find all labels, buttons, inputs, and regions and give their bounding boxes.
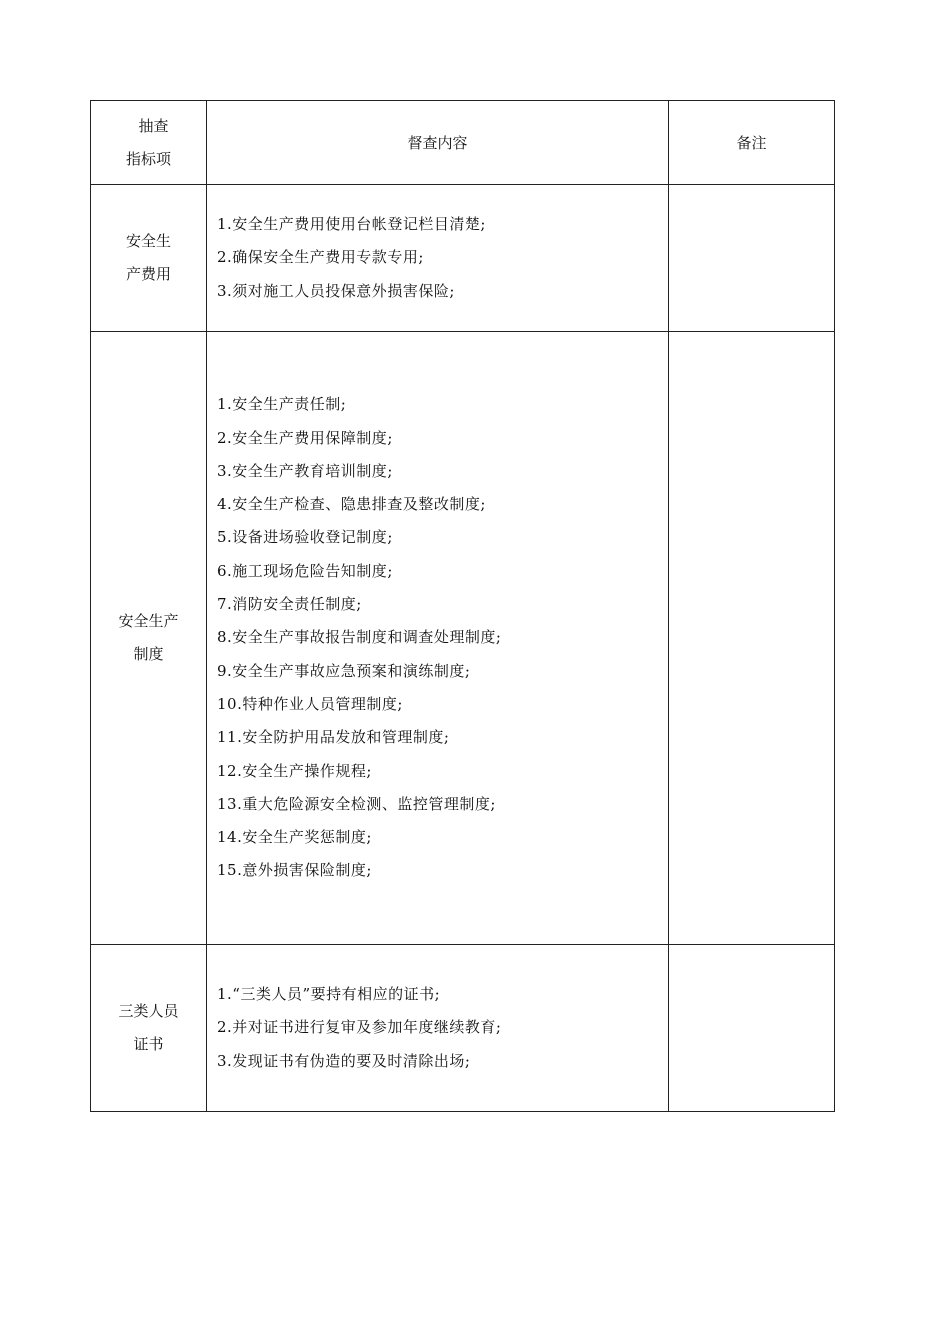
- list-item: 7.消防安全责任制度;: [217, 595, 362, 614]
- list-item: 5.设备进场验收登记制度;: [217, 528, 393, 547]
- item-cell: [91, 332, 207, 945]
- item-line1: 三类人员: [118, 1002, 179, 1020]
- list-item: 8.安全生产事故报告制度和调查处理制度;: [217, 628, 502, 647]
- list-item: 3.须对施工人员投保意外损害保险;: [217, 281, 455, 300]
- header-item-line2: 指标项: [125, 149, 171, 168]
- item-line2: 制度: [133, 645, 164, 663]
- content-cell: [207, 332, 669, 945]
- note-cell: [669, 185, 835, 332]
- content-list: [217, 978, 668, 1078]
- inspection-table: [90, 100, 835, 1112]
- item-line2: 产费用: [125, 265, 171, 283]
- header-row: [91, 101, 835, 185]
- item-line2: 证书: [133, 1035, 164, 1053]
- header-item-cell: [91, 101, 207, 185]
- item-line1: 安全生: [125, 232, 171, 250]
- note-cell: [669, 332, 835, 945]
- list-item: 12.安全生产操作规程;: [217, 761, 372, 780]
- list-item: 6.施工现场危险告知制度;: [217, 561, 393, 580]
- list-item: 1.“三类人员”要持有相应的证书;: [217, 985, 441, 1004]
- list-item: 2.并对证书进行复审及参加年度继续教育;: [217, 1018, 502, 1037]
- content-list: [217, 208, 668, 308]
- content-list: [217, 388, 668, 887]
- table-row: [91, 945, 835, 1112]
- list-item: 9.安全生产事故应急预案和演练制度;: [217, 661, 471, 680]
- note-cell: [669, 945, 835, 1112]
- item-cell: [91, 945, 207, 1112]
- table-row: [91, 185, 835, 332]
- table-row: [91, 332, 835, 945]
- list-item: 3.发现证书有伪造的要及时清除出场;: [217, 1051, 471, 1070]
- list-item: 1.安全生产责任制;: [217, 395, 347, 414]
- header-content-cell: 督查内容: [207, 101, 669, 185]
- list-item: 3.安全生产教育培训制度;: [217, 461, 393, 480]
- list-item: 13.重大危险源安全检测、监控管理制度;: [217, 794, 496, 813]
- list-item: 14.安全生产奖惩制度;: [217, 828, 372, 847]
- content-cell: [207, 185, 669, 332]
- list-item: 2.确保安全生产费用专款专用;: [217, 248, 424, 267]
- list-item: 10.特种作业人员管理制度;: [217, 694, 403, 713]
- list-item: 11.安全防护用品发放和管理制度;: [217, 728, 450, 747]
- list-item: 4.安全生产检查、隐患排查及整改制度;: [217, 495, 486, 514]
- header-note-cell: 备注: [669, 101, 835, 185]
- header-item-line1: 抽查: [138, 116, 169, 135]
- list-item: 15.意外损害保险制度;: [217, 861, 372, 880]
- item-line1: 安全生产: [118, 612, 179, 630]
- list-item: 2.安全生产费用保障制度;: [217, 428, 393, 447]
- content-cell: [207, 945, 669, 1112]
- list-item: 1.安全生产费用使用台帐登记栏目清楚;: [217, 215, 486, 234]
- item-cell: [91, 185, 207, 332]
